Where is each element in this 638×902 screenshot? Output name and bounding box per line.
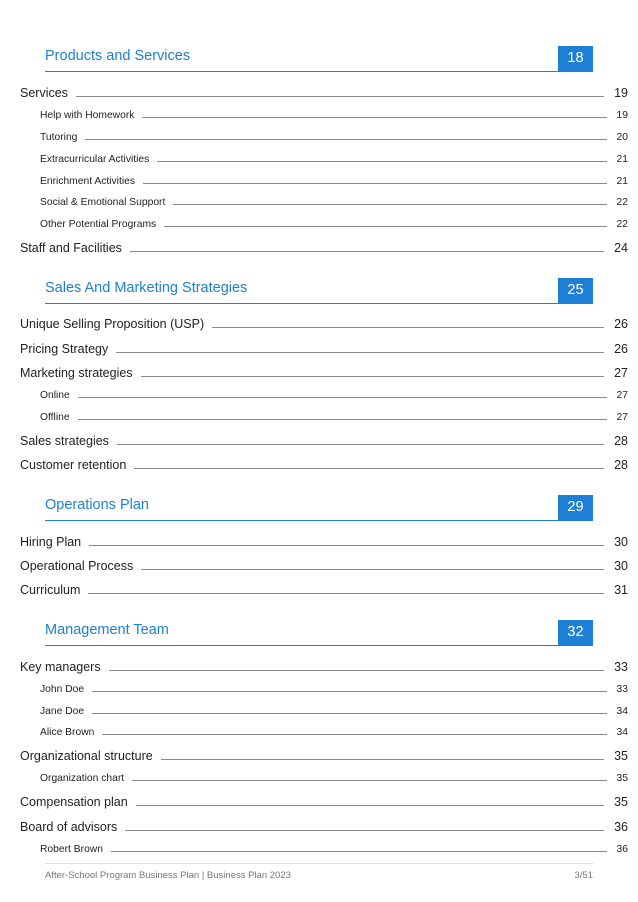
dot-leader (134, 468, 604, 469)
toc-entry-page: 19 (616, 110, 628, 121)
dot-leader (132, 780, 606, 781)
dot-leader (117, 444, 604, 445)
toc-entry-label: Board of advisors (20, 820, 118, 834)
toc-entry-label: Pricing Strategy (20, 342, 109, 356)
toc-entry-offline[interactable] (40, 412, 628, 423)
toc-entry-label: Robert Brown (40, 844, 103, 855)
toc-entry-tutoring[interactable] (40, 132, 628, 143)
toc-entry-page: 24 (614, 241, 628, 255)
footer-document-title: After-School Program Business Plan | Business Plan 2023 (45, 870, 291, 881)
dot-leader (78, 419, 607, 420)
section-header[interactable] (45, 620, 593, 646)
toc-entry-label: Marketing strategies (20, 366, 133, 380)
toc-entry-label: Social & Emotional Support (40, 197, 166, 208)
toc-entry-compensation[interactable] (20, 795, 628, 809)
toc-entry-operational-process[interactable] (20, 559, 628, 573)
toc-entry-label: Organizational structure (20, 749, 153, 763)
section-page-badge: 29 (558, 495, 593, 520)
toc-entry-label: Key managers (20, 660, 101, 674)
toc-entry-help-with-homework[interactable] (40, 110, 628, 121)
toc-entry-page: 21 (616, 154, 628, 165)
toc-entry-page: 35 (614, 749, 628, 763)
toc-entry-page: 27 (616, 390, 628, 401)
toc-entry-key-managers[interactable] (20, 660, 628, 674)
toc-entry-hiring-plan[interactable] (20, 535, 628, 549)
dot-leader (111, 851, 607, 852)
toc-entry-page: 28 (614, 434, 628, 448)
toc-entry-label: Extracurricular Activities (40, 154, 150, 165)
toc-entry-online[interactable] (40, 390, 628, 401)
toc-entry-label: Hiring Plan (20, 535, 82, 549)
toc-entry-label: Tutoring (40, 132, 78, 143)
section-header[interactable] (45, 278, 593, 304)
toc-entry-enrichment[interactable] (40, 176, 628, 187)
toc-entry-services[interactable] (20, 86, 628, 100)
toc-entry-alice-brown[interactable] (40, 727, 628, 738)
dot-leader (141, 569, 604, 570)
toc-entry-page: 28 (614, 458, 628, 472)
toc-section-sales-marketing (45, 278, 593, 304)
toc-entry-org-chart[interactable] (40, 773, 628, 784)
dot-leader (109, 670, 604, 671)
dot-leader (173, 204, 606, 205)
dot-leader (143, 183, 607, 184)
toc-entry-curriculum[interactable] (20, 583, 628, 597)
toc-entry-customer-retention[interactable] (20, 458, 628, 472)
toc-entry-label: Customer retention (20, 458, 127, 472)
toc-entry-page: 22 (616, 219, 628, 230)
toc-entry-label: Offline (40, 412, 70, 423)
toc-entry-page: 19 (614, 86, 628, 100)
toc-entry-john-doe[interactable] (40, 684, 628, 695)
toc-entry-pricing[interactable] (20, 342, 628, 356)
section-title[interactable]: Sales And Marketing Strategies (45, 280, 248, 296)
toc-entry-label: Alice Brown (40, 727, 95, 738)
toc-entry-page: 30 (614, 535, 628, 549)
dot-leader (164, 226, 606, 227)
toc-entry-other-programs[interactable] (40, 219, 628, 230)
toc-entry-label: Compensation plan (20, 795, 128, 809)
toc-entry-label: Unique Selling Proposition (USP) (20, 317, 205, 331)
dot-leader (136, 805, 604, 806)
toc-entry-sales-strategies[interactable] (20, 434, 628, 448)
toc-entry-label: Staff and Facilities (20, 241, 122, 255)
toc-entry-label: Curriculum (20, 583, 81, 597)
footer-page-number: 3/51 (574, 870, 593, 881)
toc-entry-usp[interactable] (20, 317, 628, 331)
toc-entry-page: 33 (616, 684, 628, 695)
dot-leader (125, 830, 604, 831)
dot-leader (89, 545, 604, 546)
toc-entry-page: 27 (614, 366, 628, 380)
toc-entry-robert-brown[interactable] (40, 844, 628, 855)
toc-entry-page: 20 (616, 132, 628, 143)
toc-entry-label: Help with Homework (40, 110, 135, 121)
toc-entry-page: 26 (614, 342, 628, 356)
toc-entry-org-structure[interactable] (20, 749, 628, 763)
toc-entry-board-advisors[interactable] (20, 820, 628, 834)
toc-section-management (45, 620, 593, 646)
toc-entry-page: 34 (616, 727, 628, 738)
section-title[interactable]: Products and Services (45, 48, 191, 64)
toc-entry-label: Operational Process (20, 559, 134, 573)
toc-entry-marketing-strategies[interactable] (20, 366, 628, 380)
section-header[interactable] (45, 46, 593, 72)
toc-entry-page: 31 (614, 583, 628, 597)
toc-entry-label: Sales strategies (20, 434, 109, 448)
toc-entry-page: 34 (616, 706, 628, 717)
dot-leader (161, 759, 604, 760)
toc-entry-jane-doe[interactable] (40, 706, 628, 717)
section-title[interactable]: Operations Plan (45, 497, 149, 513)
toc-entry-label: Online (40, 390, 70, 401)
toc-entry-label: Enrichment Activities (40, 176, 135, 187)
toc-entry-page: 36 (616, 844, 628, 855)
toc-entry-page: 35 (616, 773, 628, 784)
dot-leader (85, 139, 606, 140)
toc-entry-page: 30 (614, 559, 628, 573)
dot-leader (157, 161, 606, 162)
section-page-badge: 32 (558, 620, 593, 645)
toc-entry-label: Organization chart (40, 773, 125, 784)
toc-entry-label: John Doe (40, 684, 85, 695)
dot-leader (130, 251, 604, 252)
toc-section-operations (45, 495, 593, 521)
toc-entry-page: 22 (616, 197, 628, 208)
toc-entry-page: 36 (614, 820, 628, 834)
dot-leader (102, 734, 606, 735)
toc-entry-label: Jane Doe (40, 706, 85, 717)
section-header[interactable] (45, 495, 593, 521)
toc-entry-page: 27 (616, 412, 628, 423)
dot-leader (92, 691, 606, 692)
section-page-badge: 18 (558, 46, 593, 71)
section-page-badge: 25 (558, 278, 593, 303)
toc-entry-label: Services (20, 86, 68, 100)
section-title[interactable]: Management Team (45, 622, 169, 638)
dot-leader (141, 376, 605, 377)
toc-entry-page: 26 (614, 317, 628, 331)
dot-leader (92, 713, 606, 714)
toc-entry-page: 35 (614, 795, 628, 809)
dot-leader (76, 96, 604, 97)
toc-entry-label: Other Potential Programs (40, 219, 157, 230)
dot-leader (116, 352, 604, 353)
toc-section-products-services (45, 46, 593, 72)
dot-leader (142, 117, 606, 118)
dot-leader (88, 593, 604, 594)
toc-entry-staff-facilities[interactable] (20, 241, 628, 255)
toc-entry-extracurricular[interactable] (40, 154, 628, 165)
toc-entry-page: 21 (616, 176, 628, 187)
dot-leader (212, 327, 604, 328)
toc-entry-social-emotional[interactable] (40, 197, 628, 208)
toc-entry-page: 33 (614, 660, 628, 674)
dot-leader (78, 397, 607, 398)
page-footer (45, 863, 593, 881)
